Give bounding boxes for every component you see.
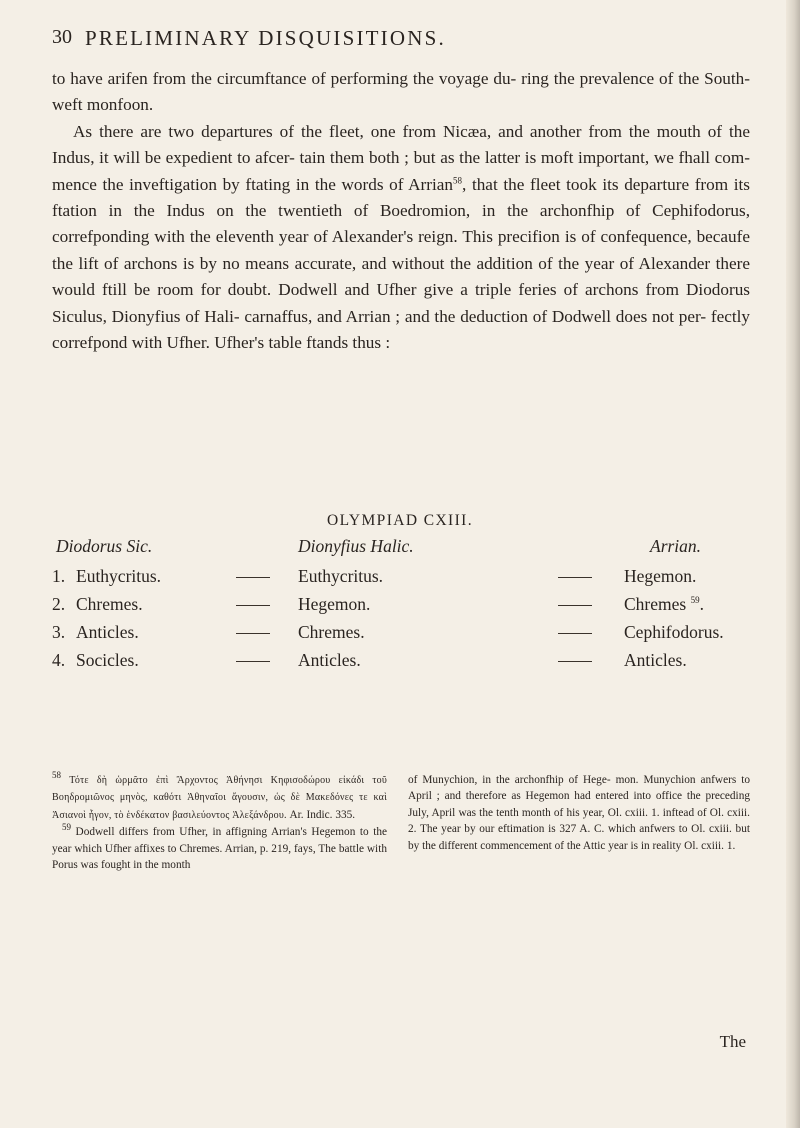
page-edge xyxy=(786,0,800,1128)
footnote-59 xyxy=(52,824,387,873)
table-row xyxy=(52,622,752,648)
citation: Ar. Indic. 335. xyxy=(289,808,356,821)
cell-arrian-text: Chremes xyxy=(624,594,687,614)
body-text xyxy=(52,66,750,356)
catchword: The xyxy=(719,1032,746,1051)
cell-dionysius: Hegemon. xyxy=(298,594,371,614)
table-header xyxy=(52,536,752,562)
paragraph xyxy=(52,119,750,357)
cell-diodorus: Chremes. xyxy=(76,594,143,614)
paragraph-text: As there are two departures of the fleet, one from Nicæa, and another from the mouth of the Indus, it will be expedient to afcer- tain them both ; but as the latter is moft important, we fhall com- mence the inveftigation by ftating in the words of Arrian xyxy=(52,121,750,194)
footnote-ref: 58 xyxy=(453,174,463,185)
dash-rule xyxy=(558,577,592,578)
cell-arrian: Chremes $^{59}$. xyxy=(624,594,704,614)
cell-arrian: Hegemon. xyxy=(624,566,697,586)
footnotes-right-column xyxy=(408,772,750,854)
cell-diodorus: Anticles. xyxy=(76,622,139,642)
column-header: Dionyfius Halic. xyxy=(298,536,414,556)
dash-rule xyxy=(558,605,592,606)
paragraph-text: , that the fleet took its departure from its ftation in the Indus on the twentieth of Boedromion, in the archonfhip of Cephifodorus, correfponding with the eleventh year of Alexander's reign. This precifion is of confequence, becaufe the lift of archons is by no means accurate, and without the addition of the year of Alexander there would ftill be room for doubt. Dodwell and Ufher give a triple feries of archons from Diodorus Siculus, Dionyfius of Hali- carnaffus, and Arrian ; and the deduction of Dodwell does not per- fectly correfpond with Ufher. Ufher's table ftands thus : xyxy=(52,174,750,353)
cell-dionysius: Euthycritus. xyxy=(298,566,384,586)
cell-diodorus: Euthycritus. xyxy=(76,566,162,586)
footnote-number: 58 xyxy=(52,770,61,781)
page-number: 30 xyxy=(52,26,72,48)
running-title: PRELIMINARY DISQUISITIONS. xyxy=(85,26,446,50)
cell-diodorus: Socicles. xyxy=(76,650,139,670)
row-number: 4. xyxy=(52,650,66,670)
dash-rule xyxy=(558,661,592,662)
footnote-text: of Munychion, in the archonfhip of Hege- mon. Munychion anfwers to April ; and therefore as Hegemon had entered into office the preceding July, April was the tenth month of his year, Ol. cxiii. 1. inftead of Ol. cxiii. 2. The year by our eftimation is 327 A. C. which anfwers to Ol. cxiii. but by the different commencement of the Attic year is in reality Ol. cxiii. 1. xyxy=(408,774,750,852)
paragraph: to have arifen from the circumftance of performing the voyage du- ring the prevalence of the South-weft monfoon. xyxy=(52,69,750,115)
dash-rule xyxy=(236,661,270,662)
table-row xyxy=(52,650,752,676)
row-number: 2. xyxy=(52,594,66,614)
page-header xyxy=(52,26,752,56)
cell-dionysius: Anticles. xyxy=(298,650,361,670)
dash-rule xyxy=(236,605,270,606)
row-number: 1. xyxy=(52,566,66,586)
footnote-text: Dodwell differs from Ufher, in affigning Arrian's Hegemon to the year which Ufher affixes to Chremes. Arrian, p. 219, fays, The battle with Porus was fought in the month xyxy=(52,826,387,872)
cell-arrian: Anticles. xyxy=(624,650,687,670)
cell-arrian: Cephifodorus. xyxy=(624,622,724,642)
table-row xyxy=(52,566,752,592)
footnote-58 xyxy=(52,772,387,824)
table-row xyxy=(52,594,752,620)
footnotes-left-column xyxy=(52,772,387,873)
column-header: Arrian. xyxy=(650,536,702,556)
footnote-number: 59 xyxy=(62,822,71,833)
dash-rule xyxy=(236,577,270,578)
table-title: OLYMPIAD CXIII. xyxy=(326,512,474,529)
dash-rule xyxy=(558,633,592,634)
footnote-ref: 59 xyxy=(690,595,700,606)
row-number: 3. xyxy=(52,622,66,642)
column-header: Diodorus Sic. xyxy=(56,536,153,556)
dash-rule xyxy=(236,633,270,634)
cell-dionysius: Chremes. xyxy=(298,622,365,642)
greek-quotation: Τότε δὴ ὡρμᾶτο ἐπὶ Ἄρχοντος Ἀθήνησι Κηφισοδώρου εἰκάδι τοῦ Βοηδρομιῶνος μηνὸς, καθότι Ἀθηναῖοι ἄγουσιν, ὡς δὲ Μακεδόνες τε καὶ Ἀσιανοὶ ἦγον, τὸ ἑνδέκατον βασιλεύοντος Ἀλεξάνδρου. xyxy=(52,775,387,821)
